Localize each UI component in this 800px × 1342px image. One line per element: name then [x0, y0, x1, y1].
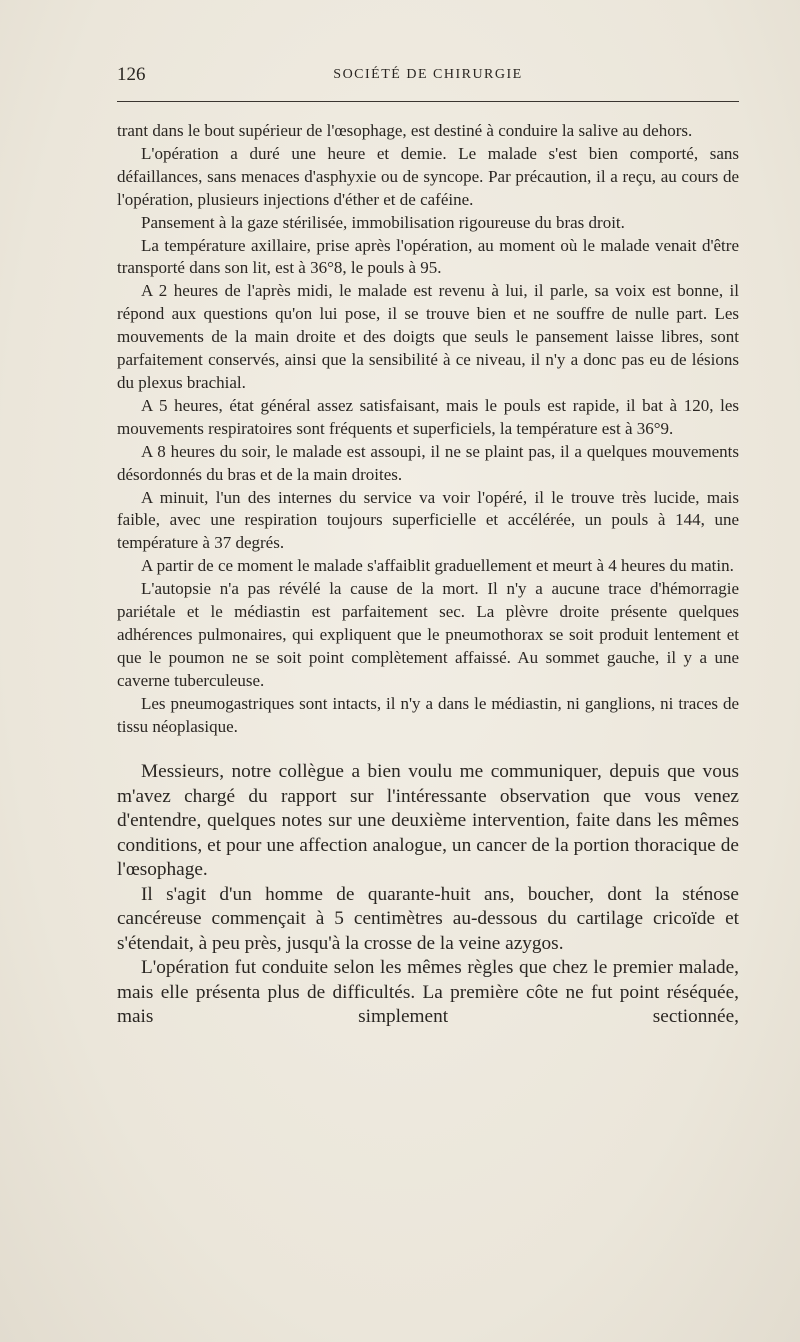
running-title: SOCIÉTÉ DE CHIRURGIE	[333, 67, 523, 82]
paragraph: A 5 heures, état général assez satisfaisant, mais le pouls est rapide, il bat à 120, les mouvements respiratoires sont fréquents et superficiels, la température est à 36°9.	[117, 395, 739, 438]
paragraph: A 2 heures de l'après midi, le malade est revenu à lui, il parle, sa voix est bonne, il répond aux questions qu'on lui pose, il se trouve bien et ne souffre de nulle part. Les mouvements de la main droite et des doigts que seuls le pansement laisse libres, sont parfaitement conservés, ainsi que la sensibilité à ce niveau, il n'y a donc pas eu de lésions du plexus brachial.	[117, 281, 739, 392]
paragraph: Messieurs, notre collègue a bien voulu me communiquer, depuis que vous m'avez chargé du rapport sur l'intéressante observation que vous venez d'entendre, quelques notes sur une deuxième intervention, faite dans les mêmes conditions, et pour une affection analogue, un cancer de la portion thoracique de l'œsophage.	[117, 761, 739, 881]
observation-section	[117, 120, 739, 738]
paragraph: A minuit, l'un des internes du service va voir l'opéré, il le trouve très lucide, mais faible, avec une respiration toujours superficielle et accélérée, un pouls à 144, une température à 37 degrés.	[117, 487, 739, 553]
paragraph: La température axillaire, prise après l'opération, au moment où le malade venait d'être transporté dans son lit, est à 36°8, le pouls à 95.	[117, 235, 739, 278]
header-rule	[117, 101, 739, 102]
paragraph: L'opération a duré une heure et demie. Le malade s'est bien comporté, sans défaillances, sans menaces d'asphyxie ou de syncope. Par précaution, il a reçu, au cours de l'opération, plusieurs injections d'éther et de caféine.	[117, 143, 739, 209]
paragraph: Pansement à la gaze stérilisée, immobilisation rigoureuse du bras droit.	[141, 212, 625, 232]
paragraph: trant dans le bout supérieur de l'œsophage, est destiné à conduire la salive au dehors.	[117, 121, 693, 140]
paragraph: A partir de ce moment le malade s'affaiblit graduellement et meurt à 4 heures du matin.	[141, 556, 734, 576]
paragraph: Les pneumogastriques sont intacts, il n'y a dans le médiastin, ni ganglions, ni traces de tissu néoplasique.	[117, 693, 739, 736]
page-number: 126	[117, 64, 146, 85]
body-text	[117, 120, 739, 1030]
paragraph: L'autopsie n'a pas révélé la cause de la mort. Il n'y a aucune trace d'hémorragie pariétale et le médiastin est parfaitement sec. La plèvre droite présente quelques adhérences pulmonaires, qui expliquent que le pneumothorax se soit produit lentement et que le poumon ne se soit point complètement affaissé. Au sommet gauche, il y a une caverne tuberculeuse.	[117, 579, 739, 690]
report-section	[117, 760, 739, 1030]
paragraph: Il s'agit d'un homme de quarante-huit ans, boucher, dont la sténose cancéreuse commençait à 5 centimètres au-dessous du cartilage cricoïde et s'étendait, à peu près, jusqu'à la crosse de la veine azygos.	[117, 883, 739, 954]
paragraph: L'opération fut conduite selon les mêmes règles que chez le premier malade, mais elle présenta plus de difficultés. La première côte ne fut point réséquée, mais simplement sectionnée,	[117, 957, 739, 1028]
paragraph: A 8 heures du soir, le malade est assoupi, il ne se plaint pas, il a quelques mouvements désordonnés du bras et de la main droites.	[117, 441, 739, 484]
page-header	[117, 60, 739, 90]
